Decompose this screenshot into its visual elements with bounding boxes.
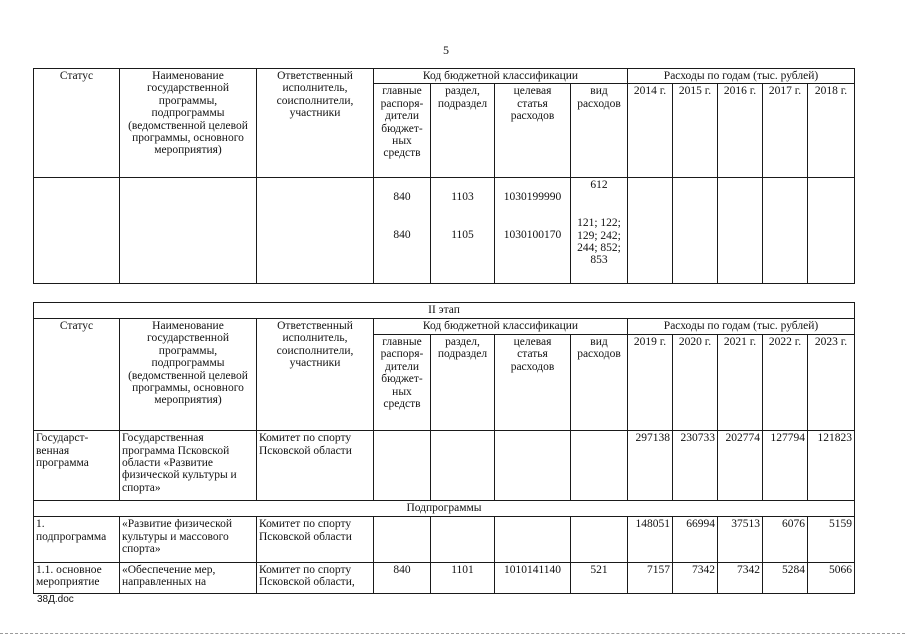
year-header: 2014 г. <box>628 84 673 177</box>
value-cell: 230733 <box>673 431 718 501</box>
page-number: 5 <box>443 43 449 57</box>
status-cell: Государст-венная программа <box>34 431 120 501</box>
expense-type-cell <box>571 517 628 563</box>
expense-type-value: 612 <box>590 178 608 191</box>
header-expense-type: вид расходов <box>571 84 628 177</box>
name-cell: «Развитие физической культуры и массового спорта» <box>120 517 257 563</box>
name-cell <box>120 177 257 283</box>
target-cell <box>495 177 571 283</box>
value-cell: 5066 <box>808 562 855 593</box>
table-row <box>34 562 855 593</box>
value-cell: 202774 <box>718 431 763 501</box>
section-value: 1105 <box>451 229 474 242</box>
value-cell <box>673 177 718 283</box>
grbs-cell <box>374 517 431 563</box>
status-cell <box>34 177 120 283</box>
file-name-footer: 38Д.doc <box>37 594 74 605</box>
header-status: Статус <box>34 69 120 178</box>
year-header: 2019 г. <box>628 334 673 430</box>
status-cell: 1. подпрограмма <box>34 517 120 563</box>
name-cell: «Обеспечение мер, направленных на <box>120 562 257 593</box>
header-expense-type: вид расходов <box>571 334 628 430</box>
value-cell <box>628 177 673 283</box>
target-cell <box>495 431 571 501</box>
value-cell: 148051 <box>628 517 673 563</box>
target-cell: 1010141140 <box>495 562 571 593</box>
header-name: Наименование государственной программы, подпрограммы (ведомственной целевой программы, основного мероприятия) <box>120 318 257 430</box>
subprograms-heading: Подпрограммы <box>34 501 855 517</box>
value-cell: 7342 <box>673 562 718 593</box>
target-cell <box>495 517 571 563</box>
year-header: 2015 г. <box>673 84 718 177</box>
budget-table-stage-2 <box>33 302 855 594</box>
responsible-cell <box>257 177 374 283</box>
year-header: 2021 г. <box>718 334 763 430</box>
header-name: Наименование государственной программы, подпрограммы (ведомственной целевой программы, основного мероприятия) <box>120 69 257 178</box>
value-cell: 6076 <box>763 517 808 563</box>
grbs-value: 840 <box>393 190 411 203</box>
section-cell <box>431 431 495 501</box>
year-header: 2023 г. <box>808 334 855 430</box>
header-target: целевая статья расходов <box>495 84 571 177</box>
status-cell: 1.1. основное мероприятие <box>34 562 120 593</box>
header-responsible: Ответственный исполнитель, соисполнители, участники <box>257 69 374 178</box>
table-row <box>34 431 855 501</box>
value-cell: 37513 <box>718 517 763 563</box>
expense-type-cell <box>571 431 628 501</box>
responsible-cell: Комитет по спорту Псковской области <box>257 431 374 501</box>
value-cell: 7157 <box>628 562 673 593</box>
header-status: Статус <box>34 318 120 430</box>
header-expenses-by-year: Расходы по годам (тыс. рублей) <box>628 69 855 84</box>
year-header: 2017 г. <box>763 84 808 177</box>
year-header: 2018 г. <box>808 84 855 177</box>
grbs-value: 840 <box>393 229 411 242</box>
header-responsible: Ответственный исполнитель, соисполнители, участники <box>257 318 374 430</box>
responsible-cell: Комитет по спорту Псковской области, <box>257 562 374 593</box>
grbs-cell <box>374 431 431 501</box>
table-row <box>34 517 855 563</box>
expense-type-cell <box>571 177 628 283</box>
header-budget-code: Код бюджетной классификации <box>374 318 628 334</box>
grbs-cell <box>374 177 431 283</box>
value-cell: 121823 <box>808 431 855 501</box>
section-cell <box>431 517 495 563</box>
year-header: 2022 г. <box>763 334 808 430</box>
header-grbs: главные распоря-дители бюджет-ных средств <box>374 334 431 430</box>
value-cell: 5159 <box>808 517 855 563</box>
stage-title: II этап <box>34 303 855 319</box>
header-target: целевая статья расходов <box>495 334 571 430</box>
name-cell: Государственная программа Псковской области «Развитие физической культуры и спорта» <box>120 431 257 501</box>
value-cell: 297138 <box>628 431 673 501</box>
header-budget-code: Код бюджетной классификации <box>374 69 628 84</box>
value-cell: 5284 <box>763 562 808 593</box>
header-section: раздел, подраздел <box>431 84 495 177</box>
expense-type-value: 121; 122; 129; 242; 244; 852; 853 <box>577 217 621 267</box>
value-cell: 127794 <box>763 431 808 501</box>
target-value: 1030199990 <box>503 190 562 203</box>
value-cell: 66994 <box>673 517 718 563</box>
section-cell: 1101 <box>431 562 495 593</box>
year-header: 2020 г. <box>673 334 718 430</box>
section-cell <box>431 177 495 283</box>
responsible-cell: Комитет по спорту Псковской области <box>257 517 374 563</box>
budget-table-stage-1 <box>33 68 855 284</box>
value-cell <box>763 177 808 283</box>
header-grbs: главные распоря-дители бюджет-ных средств <box>374 84 431 177</box>
value-cell <box>808 177 855 283</box>
value-cell <box>718 177 763 283</box>
grbs-cell: 840 <box>374 562 431 593</box>
target-value: 1030100170 <box>503 229 562 242</box>
page-edge-divider <box>0 633 905 634</box>
expense-type-cell: 521 <box>571 562 628 593</box>
value-cell: 7342 <box>718 562 763 593</box>
header-section: раздел, подраздел <box>431 334 495 430</box>
section-value: 1103 <box>451 190 474 203</box>
year-header: 2016 г. <box>718 84 763 177</box>
header-expenses-by-year: Расходы по годам (тыс. рублей) <box>628 318 855 334</box>
